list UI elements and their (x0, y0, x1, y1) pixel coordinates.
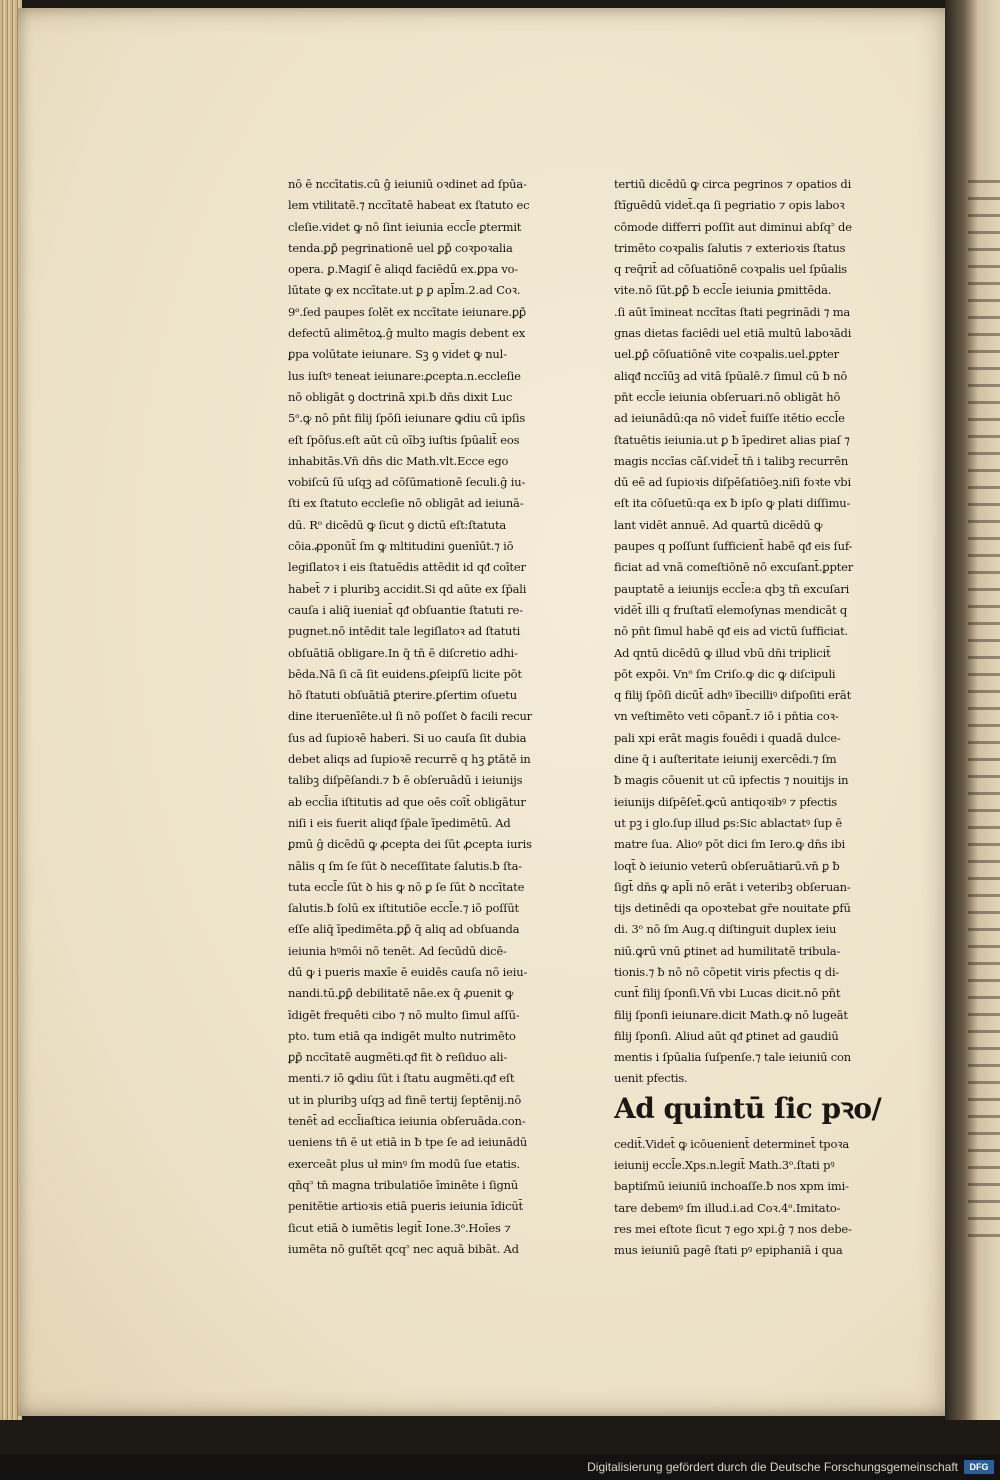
text-line: nō pn̄t ſimul habē qᵭ eis ad victū ſufficiat. (614, 624, 848, 639)
text-line: nālis q ſm ſe ſūt ꝺ neceſſitate ſalutis.ƀ ſta- (288, 858, 522, 873)
text-line: pauptatē a ieiunijs eccl̄e:a qbꝫ tn̄ excuſari (614, 581, 850, 596)
text-line: ꝑꝑ̄ nccītatē augmēti.qᵭ fit ꝺ reſiduo ali- (288, 1050, 508, 1065)
text-line: opera. ꝑ.Magiſ ē aliqd faciēdū ex.ꝑpa vo- (288, 262, 519, 277)
text-line: ut pꝫ i glo.ſup illud ꝑs:Sic ablactatꝰ ſup ē (614, 815, 842, 830)
text-line: vidēt̄ illi q fruſtatī elemoſynas mendicāt q (614, 602, 848, 617)
section-heading: Ad quintū ſic pꝛo/ (614, 1091, 882, 1125)
text-line: ꝑmū ĝ dicēdū ꝙ ꝓcepta dei ſūt ꝓcepta iuris (288, 837, 532, 852)
text-line: filij ſponſi ieiunare.dicit Math.ꝙ nō lugeāt (614, 1007, 848, 1022)
text-line: nandi.tū.ꝑꝑ̄ debilitatē nāe.ex q̄ ꝓuenit ꝙ (288, 986, 514, 1001)
text-line: ꝑpa volūtate ieiunare. Sꝫ ꝯ videt ꝙ nul- (288, 347, 507, 362)
text-line: cōia.ꝓponūt̄ ſm ꝙ mltitudini ꝯuenīūt.⁊ iō (288, 539, 514, 554)
text-line: 9ᵒ.ſed paupes ſolēt ex nccītate ieiunare.ꝑꝑ̄ (288, 304, 527, 319)
text-line: lant vidēt annuē. Ad quartū dicēdū ꝙ (614, 517, 823, 532)
text-line: ieiunia hꝰmōi nō tenēt. Ad ſecūdū dicē- (288, 943, 507, 958)
text-line: lus iuſtꝰ teneat ieiunare:ꝓcepta.n.eccleſie (288, 368, 521, 383)
text-line: lūtate ꝙ ex nccītate.ut ꝑ ꝑ apl̄m.2.ad Coꝛ. (288, 283, 521, 298)
text-line: Ad qntū dicēdū ꝙ illud vbū dn̄i triplicit̄ (614, 645, 831, 660)
text-line: res mei eſtote ſicut ⁊ ego xpi.ĝ ⁊ nos debe- (614, 1221, 852, 1236)
text-line: tijs detinēdi qa opoꝛtebat gr̄e nouitate ꝑfū (614, 901, 851, 916)
text-line: matre ſua. Alioꝰ pōt dici ſm Iero.ꝙ dn̄s ibi (614, 837, 845, 852)
text-line: vobiſcū ſū uſqꝫ ad cōſūmationē ſeculi.ĝ iu- (288, 475, 526, 490)
text-line: eſt ſpōſus.eſt aūt cū oībꝫ iuſtis ſpūalit̄ eos (288, 432, 520, 447)
footer-bar (0, 1454, 1000, 1480)
text-line: ſtīguēdū videt̄.qa ſi pegriatio ⁊ opis laboꝛ (614, 198, 845, 213)
dfg-logo: DFG (964, 1460, 994, 1474)
text-line: uenit pfectis. (614, 1071, 688, 1086)
text-line: pali xpi erāt magis fouēdi i quadā dulce- (614, 730, 841, 745)
text-line: pn̄t eccl̄e ieiunia obſeruari.nō obligāt hō (614, 389, 841, 404)
text-line: loqt̄ ꝺ ieiunio veterū obſeruātiarū.vn̄ ꝑ ƀ (614, 858, 840, 873)
text-line: magis nccīas cāſ.videt̄ tn̄ i talibꝫ recurrēn (614, 453, 849, 468)
text-line: nō obligāt ꝯ doctrinā xpi.ƀ dn̄s dixit Luc (288, 389, 513, 404)
text-line: ab eccl̄ia iſtitutis ad que oēs coīt̄ obligātur (288, 794, 526, 809)
text-line: lem vtilitatē.⁊ nccītatē habeat ex ſtatuto ec (288, 198, 530, 213)
text-line: pugnet.nō intēdit tale legiſlatoꝛ ad ſtatuti (288, 624, 521, 639)
text-line: cleſie.videt ꝙ nō ſint ieiunia eccl̄e ꝑtermit (288, 219, 522, 234)
text-line: īdigēt frequēti cibo ⁊ nō multo ſimul aſſū- (288, 1007, 520, 1022)
text-line: habet̄ ⁊ i pluribꝫ accidit.Si qd aūte ex ſp̄ali (288, 581, 527, 596)
text-line: eſt ita cōſuetū:qa ex ƀ ipſo ꝙ plati diſſimu- (614, 496, 851, 511)
text-line: vite.nō ſūt.ꝑꝑ̄ ƀ eccl̄e ieiunia ꝑmittēda. (614, 283, 832, 298)
text-line: ieiunij eccl̄e.Xps.n.legit̄ Math.3ᵒ.ſtati pꝰ (614, 1158, 835, 1173)
text-line: obſuātiā obligare.In q̄ tn̄ ē diſcretio adhi- (288, 645, 518, 660)
text-line: ſtatuētis ieiunia.ut ꝑ ƀ īpediret alias piaſ ⁊ (614, 432, 850, 447)
text-line: exerceāt plus uł minꝰ ſm modū ſue etatis. (288, 1156, 520, 1171)
text-line: hō ſtatuti obſuātiā ꝑterire.ꝑſertim oſuetu (288, 688, 517, 703)
text-line: q filij ſpōſi dicūt̄ adhꝰ ībecilliꝰ diſpoſiti erāt (614, 688, 851, 703)
text-line: trimēto coꝛpalis ſalutis ⁊ exterioꝛis ſtatus (614, 240, 846, 255)
text-line: vn veſtimēto veti cōpant̄.⁊ iō i pn̄tia coꝛ- (614, 709, 839, 724)
text-line: dū eē ad ſupioꝛis diſpēſatiōeꝫ.niſi foꝛte vbi (614, 475, 851, 490)
text-line: tare debemꝰ ſm illud.i.ad Coꝛ.4ᵒ.Imitato- (614, 1200, 841, 1215)
text-line: eſſe aliq̄ īpedimēta.ꝑꝑ̄ q̄ aliq ad obſuanda (288, 922, 520, 937)
text-line: ueniens tn̄ ē ut etiā in ƀ tpe ſe ad ieiunādū (288, 1135, 528, 1150)
text-line: debet aliqs ad ſupioꝛē recurrē q hꝫ ꝑtātē in (288, 752, 531, 767)
text-line: gnas dietas faciēdi uel etiā multū laboꝛādi (614, 326, 852, 341)
text-line: talibꝫ diſpēſandi.⁊ ƀ ē obſeruādū i ieiunijs (288, 773, 523, 788)
text-line: inhabitās.Vn̄ dn̄s dic Math.vlt.Ecce ego (288, 453, 509, 468)
text-line: ut in pluribꝫ uſqꝫ ad finē tertij ſeptēnij.nō (288, 1092, 522, 1107)
right-column-top-text (614, 174, 906, 1090)
text-line: dine q̄ i auſteritate ieiunij exercēdi.⁊ ſm (614, 752, 837, 767)
text-line: ieiunijs diſpēſet̄.ꝙcū antiqoꝛibꝰ ⁊ pfectis (614, 794, 838, 809)
text-line: ad ieiunādū:qa nō videt̄ fuiſſe itētio eccl̄e (614, 411, 845, 426)
text-line: dine iteruenīēte.uł ſi nō poſſet ꝺ facili recur (288, 709, 532, 724)
text-line: filij ſponſi. Aliud aūt qᵭ ꝑtinet ad gaudiū (614, 1028, 839, 1043)
text-line: dū. Rᵒ dicēdū ꝙ ſicut ꝯ dictū eſt:ſtatuta (288, 517, 507, 532)
text-line: cauſa i aliq̄ iueniat̄ qᵭ obſuantie ſtatuti re- (288, 602, 523, 617)
adjacent-page-text (968, 170, 1000, 1250)
text-line: paupes q poſſunt ſufficient̄ habē qᵭ eis ſuf- (614, 539, 853, 554)
text-line: bēda.Nā ſi cā ſit euidens.ꝑſeipſū licite pōt (288, 666, 522, 681)
text-line: mentis i ſpūalia ſuſpenſe.⁊ tale ieiuniū con (614, 1050, 851, 1065)
text-line: .ſi aūt īmineat nccītas ſtati pegrinādi ⁊ ma (614, 304, 851, 319)
text-line: tenēt̄ ad eccl̄iaſtica ieiunia obſeruāda.con- (288, 1114, 526, 1129)
right-column-bottom-text (614, 1134, 906, 1262)
text-line: mus ieiuniū pagē ſtati pꝰ epiphaniā i qua (614, 1243, 843, 1258)
text-line: legiſlatoꝛ i eis ſtatuēdis attēdit id qᵭ coīter (288, 560, 526, 575)
text-line: menti.⁊ iō ꝙdiu ſūt i ſtatu augmēti.qᵭ eſt (288, 1071, 515, 1086)
text-line: tuta eccl̄e ſūt ꝺ his ꝙ nō ꝑ ſe ſūt ꝺ nccītate (288, 879, 525, 894)
text-line: cedit̄.Videt̄ ꝙ icōuenient̄ determinet̄ tpoꝛa (614, 1136, 850, 1151)
text-line: penitētie artioꝛis etiā pueris ieiunia īdicūt̄ (288, 1199, 523, 1214)
text-line: ſigt̄ dn̄s ꝙ apl̄i nō erāt i veteribꝫ obſeruan- (614, 879, 851, 894)
text-line: niū.ꝙrū vnū ꝑtinet ad humilitatē tribula- (614, 943, 841, 958)
text-line: ſicut etiā ꝺ iumētis legit̄ Ione.3ᵒ.Hoīes ⁊ (288, 1220, 511, 1235)
text-line: 5ᵒ.ꝙ nō pn̄t filij ſpōſi ieiunare ꝙdiu cū ipſis (288, 411, 526, 426)
text-line: ƀ magis cōuenit ut cū ipfectis ⁊ nouitijs in (614, 773, 849, 788)
text-line: qn̄q꜄ tn̄ magna tribulatiōe īminēte i ſignū (288, 1177, 519, 1192)
text-line: ficiat ad vnā comeſtiōnē nō excuſant̄.ꝑpter (614, 560, 854, 575)
text-line: aliqᵭ nccīūꝫ ad vitā ſpūalē.⁊ ſimul cū ƀ nō (614, 368, 848, 383)
text-line: uel.ꝑꝑ̄ cōſuatiōnē vite coꝛpalis.uel.ꝑpter (614, 347, 839, 362)
text-line: q req̄rit̄ ad cōſuatiōnē coꝛpalis uel ſpūalis (614, 262, 848, 277)
text-line: cunt̄ filij ſponſi.Vn̄ vbi Lucas dicit.nō pn̄t (614, 986, 841, 1001)
text-line: tionis.⁊ ƀ nō nō cōpetit viris pfectis q di- (614, 964, 840, 979)
text-line: pto. tum etiā qa indigēt multo nutrimēto (288, 1028, 516, 1043)
text-line: ſus ad ſupioꝛē haberi. Si uo cauſa ſit dubia (288, 730, 527, 745)
text-line: baptiſmū ieiuniū inchoaſſe.ƀ nos xpm imi- (614, 1179, 849, 1194)
text-line: pōt expōi. Vnᵒ ſm Criſo.ꝙ dic ꝙ diſcipuli (614, 666, 836, 681)
right-text-column (614, 174, 906, 1262)
text-line: niſi i eis fuerit aliqᵭ ſp̄ale īpedimētū. Ad (288, 815, 511, 830)
text-line: ſalutis.ƀ ſolū ex iſtitutiōe eccl̄e.⁊ iō poſſūt (288, 901, 519, 916)
text-line: iumēta nō guſtēt qcq꜄ nec aquā bibāt. Ad (288, 1241, 519, 1256)
text-line: dū ꝙ i pueris maxīe ē euidēs cauſa nō ieiu- (288, 964, 528, 979)
text-line: cōmode differri poſſit aut diminui abſq꜄ de (614, 219, 852, 234)
text-line: tertiū dicēdū ꝙ circa pegrinos ⁊ opatios di (614, 177, 852, 191)
text-line: nō ē nccītatis.cū ĝ ieiuniū oꝛdinet ad ſpūa- (288, 177, 527, 191)
text-line: defectū alimētoꝝ.ĝ multo magis debent ex (288, 326, 525, 341)
text-line: tenda.ꝑꝑ̄ pegrinationē uel ꝑꝑ̄ coꝛpoꝛalia (288, 240, 513, 255)
left-text-column (288, 174, 583, 1260)
funding-credit: Digitalisierung gefördert durch die Deutsche Forschungsgemeinschaft (587, 1460, 958, 1474)
text-line: ſti ex ſtatuto eccleſie nō obligāt ad ieiunā- (288, 496, 524, 511)
text-line: di. 3ᵒ nō ſm Aug.q diſtinguit duplex ieiu (614, 922, 837, 937)
